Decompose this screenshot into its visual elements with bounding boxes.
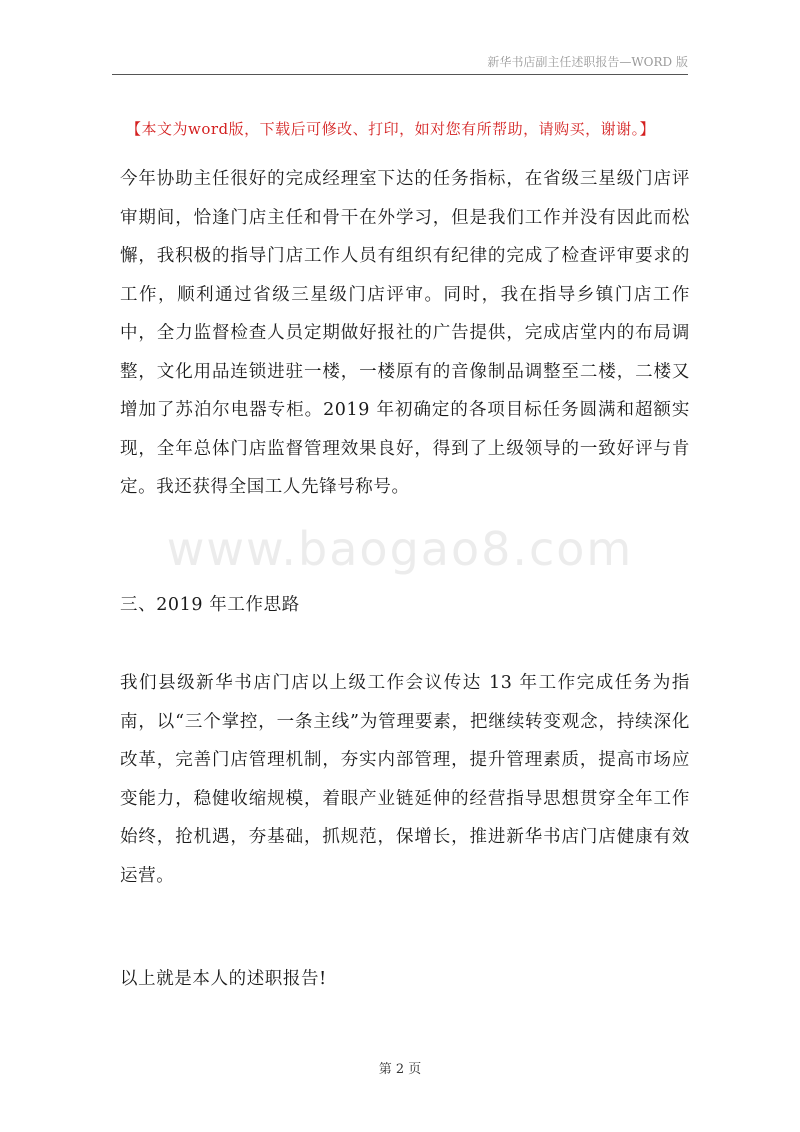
page-number: 第 2 页 xyxy=(378,1062,422,1077)
watermark: www.baogao8.com xyxy=(166,522,634,576)
header-title: 新华书店副主任述职报告—WORD 版 xyxy=(487,55,688,69)
purchase-notice: 【本文为word版，下载后可修改、打印，如对您有所帮助，请购买，谢谢。】 xyxy=(126,120,656,138)
closing-line: 以上就是本人的述职报告! xyxy=(120,969,327,989)
body-paragraph-2: 我们县级新华书店门店以上级工作会议传达 13 年工作完成任务为指南，以“三个掌控，一条主线”为管理要素，把继续转变观念，持续深化改革，完善门店管理机制，夯实内部管理，提升管理素质，提高市场应变能力，稳健收缩规模，着眼产业链延伸的经营指导思想贯穿全年工作始终，抢机遇，夯基础，抓规范，保增长，推进新华书店门店健康有效运营。 xyxy=(120,673,690,886)
page-header xyxy=(112,52,688,75)
section-heading: 三、2019 年工作思路 xyxy=(120,595,300,615)
body-paragraph-1: 今年协助主任很好的完成经理室下达的任务指标，在省级三星级门店评审期间，恰逢门店主任和骨干在外学习，但是我们工作并没有因此而松懈，我积极的指导门店工作人员有组织有纪律的完成了检查评审要求的工作，顺利通过省级三星级门店评审。同时，我在指导乡镇门店工作中，全力监督检查人员定期做好报社的广告提供，完成店堂内的布局调整，文化用品连锁进驻一楼，一楼原有的音像制品调整至二楼，二楼又增加了苏泊尔电器专柜。2019 年初确定的各项目标任务圆满和超额实现，全年总体门店监督管理效果良好，得到了上级领导的一致好评与肯定。我还获得全国工人先锋号称号。 xyxy=(120,169,690,497)
